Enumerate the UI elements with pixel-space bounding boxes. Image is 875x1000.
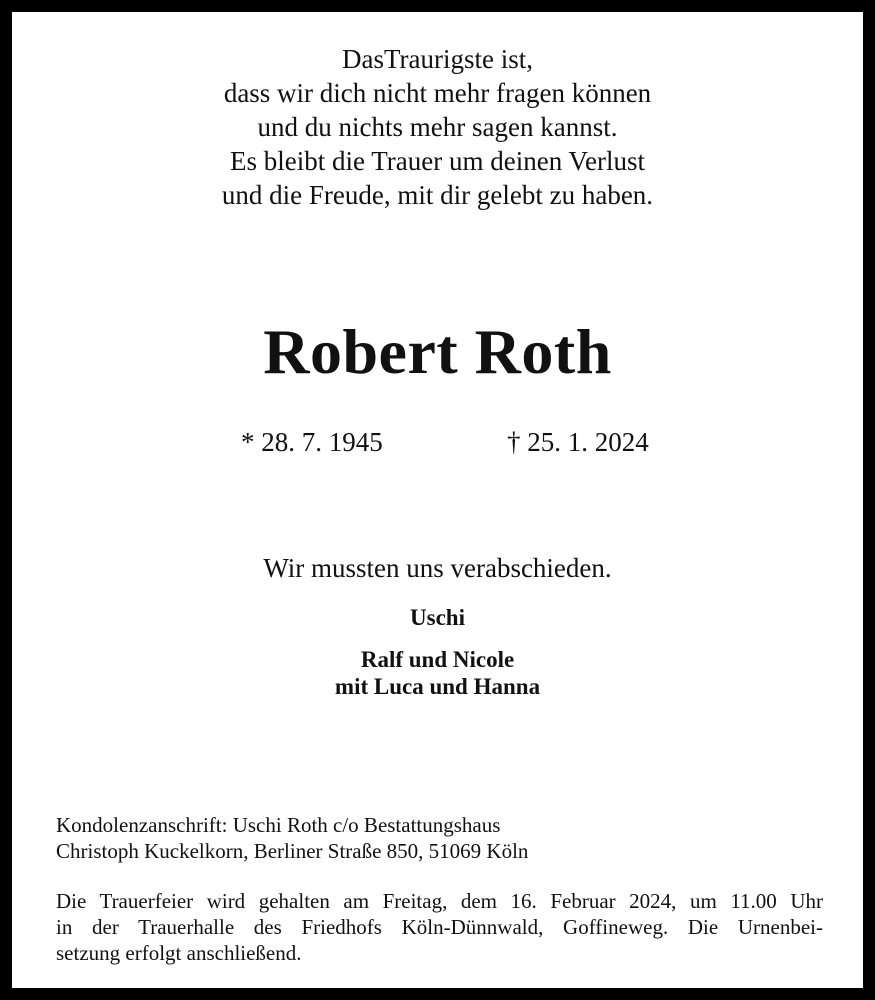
ceremony-info [56,888,823,966]
condolence-line: Kondolenzanschrift: Uschi Roth c/o Bestattungshaus [56,813,501,837]
condolence-address [56,812,823,864]
birth-date: * 28. 7. 1945 [241,427,383,457]
mourner-family [24,646,851,700]
memorial-poem [24,42,851,212]
mourner-family-line: mit Luca und Hanna [334,674,541,699]
poem-line: DasTraurigste ist, [341,44,533,74]
death-date: † 25. 1. 2024 [507,427,649,457]
farewell-text: Wir mussten uns verabschieden. [263,553,612,583]
ceremony-line: Die Trauerfeier wird gehalten am Freitag, dem 16. Februar 2024, um 11.00 Uhr [56,889,823,913]
deceased-name: Robert Roth [263,316,612,387]
condolence-line: Christoph Kuckelkorn, Berliner Straße 850, 51069 Köln [56,839,529,863]
ceremony-line: setzung erfolgt anschließend. [56,941,302,965]
poem-line: Es bleibt die Trauer um deinen Verlust [230,146,645,176]
poem-line: und du nichts mehr sagen kannst. [257,112,618,142]
ceremony-line: in der Trauerhalle des Friedhofs Köln-Dünnwald, Goffineweg. Die Urnenbei- [56,915,823,939]
mourner-family-line: Ralf und Nicole [360,647,515,672]
mourner-primary: Uschi [410,605,465,630]
poem-line: und die Freude, mit dir gelebt zu haben. [221,180,654,210]
poem-line: dass wir dich nicht mehr fragen können [223,78,652,108]
